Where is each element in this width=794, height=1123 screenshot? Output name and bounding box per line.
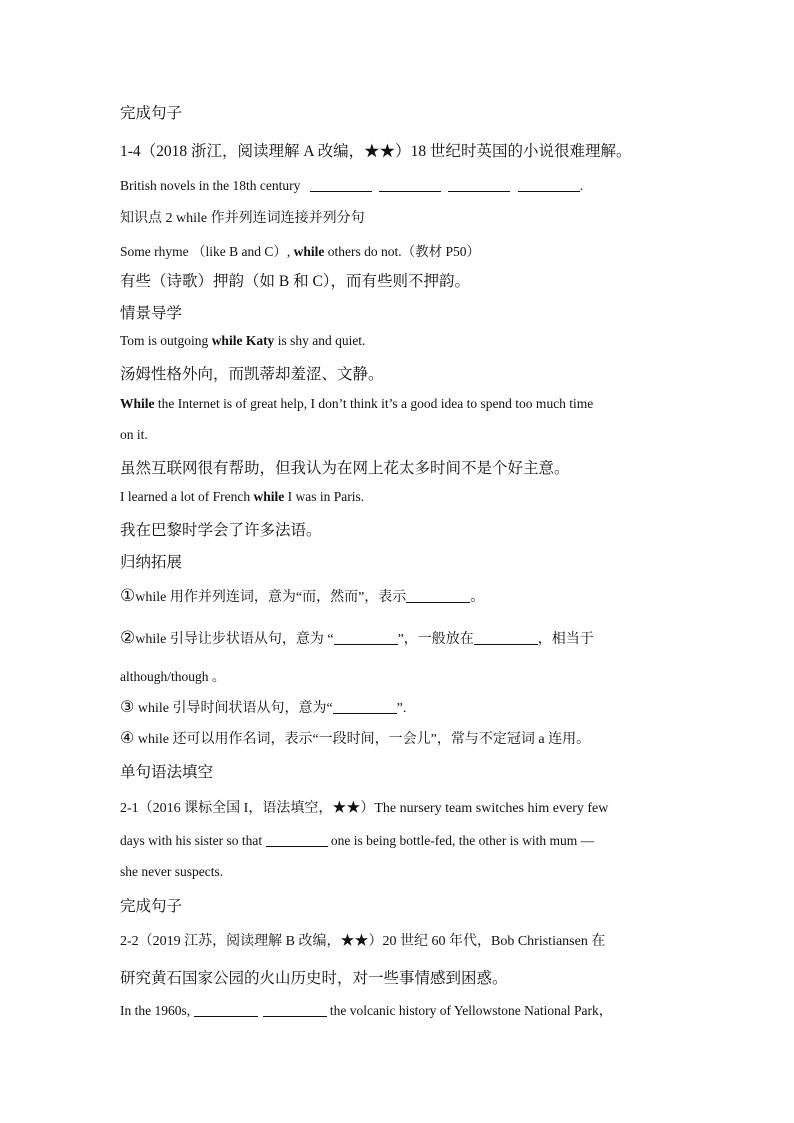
circled-number-3: ③ bbox=[120, 699, 135, 716]
answer-blank[interactable] bbox=[266, 832, 328, 847]
answer-blank[interactable] bbox=[448, 177, 510, 192]
scenario-example-1 bbox=[120, 333, 365, 349]
knowledge-point-2-translation: 有些（诗歌）押韵（如 B 和 C），而有些则不押韵。 bbox=[120, 273, 471, 290]
question-2-2-prompt: 2-2（2019 江苏，阅读理解 B 改编，★★）20 世纪 60 年代，Bob Christiansen 在 bbox=[120, 934, 606, 949]
example-text: I was in Paris. bbox=[284, 489, 365, 504]
knowledge-point-2-example bbox=[120, 240, 480, 260]
summary-item-2-continued: although/though 。 bbox=[120, 669, 226, 684]
scenario-example-2-continued: on it. bbox=[120, 427, 148, 442]
example-text: Tom is outgoing bbox=[120, 333, 212, 348]
summary-item-2 bbox=[120, 628, 594, 648]
circled-number-1: ① bbox=[120, 586, 136, 605]
scenario-example-3-translation: 我在巴黎时学会了许多法语。 bbox=[120, 522, 322, 539]
question-1-4-prompt: 1-4（2018 浙江，阅读理解 A 改编，★★）18 世纪时英国的小说很难理解。 bbox=[120, 143, 632, 160]
summary-item-4 bbox=[120, 728, 590, 748]
summary-text: 。 bbox=[470, 590, 485, 605]
question-2-1-line-3: she never suspects. bbox=[120, 864, 224, 879]
question-1-4-sentence bbox=[120, 177, 583, 194]
example-text: I learned a lot of French bbox=[120, 489, 254, 504]
example-text: Some rhyme （like B and C）, bbox=[120, 244, 294, 259]
answer-blank[interactable] bbox=[474, 630, 538, 645]
answer-blank[interactable] bbox=[334, 630, 398, 645]
summary-text: while 用作并列连词，意为“而，然而”，表示 bbox=[135, 590, 407, 605]
answer-blank[interactable] bbox=[310, 177, 372, 192]
example-text: others do not.（教材 P50） bbox=[324, 244, 481, 259]
question-2-1-line-2 bbox=[120, 832, 594, 849]
summary-text: ”. bbox=[396, 701, 407, 716]
summary-text: ”，一般放在 bbox=[397, 632, 474, 647]
answer-blank[interactable] bbox=[379, 177, 441, 192]
question-text: In the 1960s, bbox=[120, 1003, 194, 1018]
question-text: days with his sister so that bbox=[120, 833, 266, 848]
answer-blank[interactable] bbox=[194, 1002, 258, 1017]
keyword-while: while Katy bbox=[211, 333, 275, 348]
section-heading-scenario: 情景导学 bbox=[120, 305, 183, 322]
summary-text: ，相当于 bbox=[537, 632, 594, 647]
scenario-example-2-translation: 虽然互联网很有帮助，但我认为在网上花太多时间不是个好主意。 bbox=[120, 460, 570, 477]
circled-number-4: ④ bbox=[120, 730, 135, 747]
summary-item-1 bbox=[120, 586, 484, 606]
keyword-while: while bbox=[293, 244, 325, 259]
example-text: the Internet is of great help, I don’t think it’s a good idea to spend too much time bbox=[154, 396, 594, 411]
section-heading-summary: 归纳拓展 bbox=[120, 554, 183, 571]
question-2-1-line-1: 2-1（2016 课标全国 I，语法填空，★★）The nursery team switches him every few bbox=[120, 801, 609, 816]
question-2-2-sentence bbox=[120, 999, 612, 1019]
keyword-while: While bbox=[120, 396, 155, 411]
summary-text: while 还可以用作名词，表示“一段时间，一会儿”，常与不定冠词 a 连用。 bbox=[134, 732, 591, 747]
section-heading-complete-sentences-2: 完成句子 bbox=[120, 898, 183, 915]
scenario-example-1-translation: 汤姆性格外向，而凯蒂却羞涩、文静。 bbox=[120, 366, 384, 383]
answer-blank[interactable] bbox=[333, 699, 397, 714]
section-heading-complete-sentences: 完成句子 bbox=[120, 105, 183, 122]
question-2-2-prompt-continued: 研究黄石国家公园的火山历史时，对一些事情感到困惑。 bbox=[120, 970, 508, 987]
keyword-while: while bbox=[253, 489, 285, 504]
answer-blank[interactable] bbox=[518, 177, 580, 192]
question-text: the volcanic history of Yellowstone National Park， bbox=[326, 1003, 613, 1018]
circled-number-2: ② bbox=[120, 628, 136, 647]
scenario-example-2 bbox=[120, 396, 593, 412]
answer-blank[interactable] bbox=[406, 588, 470, 603]
example-text: is shy and quiet. bbox=[274, 333, 366, 348]
summary-item-3 bbox=[120, 697, 406, 717]
summary-text: while 引导时间状语从句，意为“ bbox=[134, 701, 333, 716]
question-1-4-english: British novels in the 18th century bbox=[120, 178, 301, 193]
question-text: one is being bottle-fed, the other is with mum — bbox=[327, 833, 595, 848]
period: . bbox=[579, 178, 584, 193]
section-heading-grammar-fill: 单句语法填空 bbox=[120, 764, 214, 781]
answer-blank[interactable] bbox=[263, 1002, 327, 1017]
scenario-example-3 bbox=[120, 489, 364, 505]
summary-text: while 引导让步状语从句，意为 “ bbox=[135, 632, 334, 647]
knowledge-point-2-title: 知识点 2 while 作并列连词连接并列分句 bbox=[120, 211, 365, 226]
